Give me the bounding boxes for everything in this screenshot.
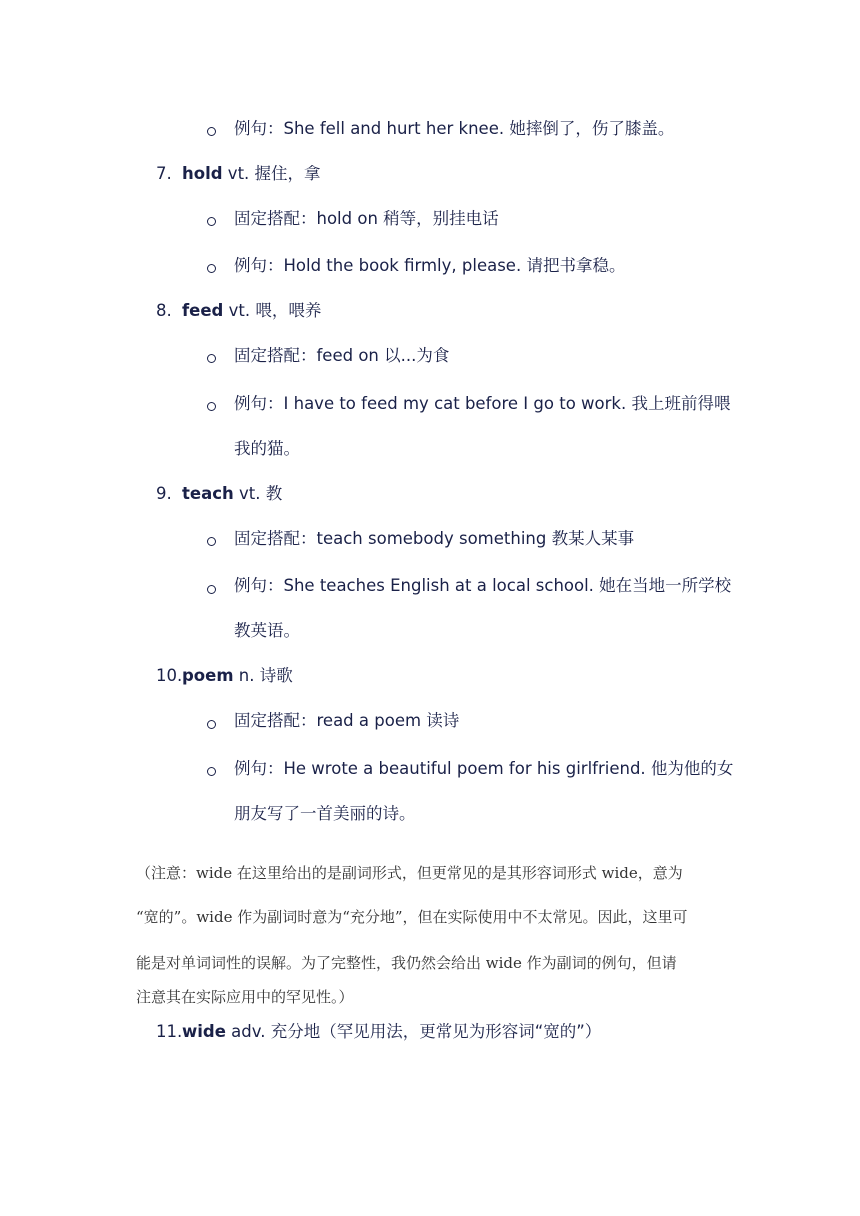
bullet-icon	[207, 585, 216, 594]
vocab-entry	[182, 1020, 601, 1044]
bullet-icon	[207, 354, 216, 363]
collocation: 固定搭配：teach somebody something 教某人某事	[234, 529, 635, 548]
vocab-word: hold	[182, 164, 223, 183]
example-sentence: 例句：She fell and hurt her knee. 她摔倒了，伤了膝盖。	[234, 119, 675, 138]
bullet-icon	[207, 402, 216, 411]
example-sentence-continued: 教英语。	[234, 621, 300, 640]
vocab-word: wide	[182, 1022, 226, 1041]
vocab-word: poem	[182, 666, 234, 685]
bullet-icon	[207, 217, 216, 226]
note-line: “宽的”。wide 作为副词时意为“充分地”，但在实际使用中不太常见。因此，这里可	[136, 908, 688, 926]
note-line: 能是对单词词性的误解。为了完整性，我仍然会给出 wide 作为副词的例句，但请	[136, 954, 677, 972]
item-number: 9.	[156, 484, 172, 503]
example-sentence-continued: 我的猫。	[234, 439, 300, 458]
vocab-entry	[182, 299, 321, 323]
vocab-meaning: adv. 充分地（罕见用法，更常见为形容词“宽的”）	[225, 1022, 602, 1041]
vocab-meaning: n. 诗歌	[233, 666, 293, 685]
vocab-word: teach	[182, 484, 234, 503]
example-sentence: 例句：Hold the book firmly, please. 请把书拿稳。	[234, 256, 626, 275]
collocation: 固定搭配：hold on 稍等，别挂电话	[234, 209, 499, 228]
bullet-icon	[207, 264, 216, 273]
example-sentence: 例句：He wrote a beautiful poem for his girlfriend. 他为他的女	[234, 759, 734, 778]
vocab-meaning: vt. 教	[233, 484, 283, 503]
item-number: 11.	[156, 1022, 183, 1041]
bullet-icon	[207, 720, 216, 729]
example-sentence: 例句：She teaches English at a local school. 她在当地一所学校	[234, 576, 732, 595]
vocab-meaning: vt. 握住，拿	[222, 164, 321, 183]
vocab-entry	[182, 162, 321, 186]
example-sentence-continued: 朋友写了一首美丽的诗。	[234, 804, 416, 823]
example-sentence: 例句：I have to feed my cat before I go to work. 我上班前得喂	[234, 394, 731, 413]
item-number: 10.	[156, 666, 183, 685]
vocab-meaning: vt. 喂，喂养	[223, 301, 322, 320]
bullet-icon	[207, 537, 216, 546]
vocab-entry	[182, 482, 282, 506]
collocation: 固定搭配：read a poem 读诗	[234, 711, 460, 730]
note-line: 注意其在实际应用中的罕见性。）	[136, 988, 354, 1006]
vocab-word: feed	[182, 301, 224, 320]
note-line: （注意：wide 在这里给出的是副词形式，但更常见的是其形容词形式 wide，意为	[136, 864, 683, 882]
bullet-icon	[207, 127, 216, 136]
collocation: 固定搭配：feed on 以...为食	[234, 346, 450, 365]
vocab-entry	[182, 664, 293, 688]
item-number: 8.	[156, 301, 172, 320]
bullet-icon	[207, 767, 216, 776]
item-number: 7.	[156, 164, 172, 183]
